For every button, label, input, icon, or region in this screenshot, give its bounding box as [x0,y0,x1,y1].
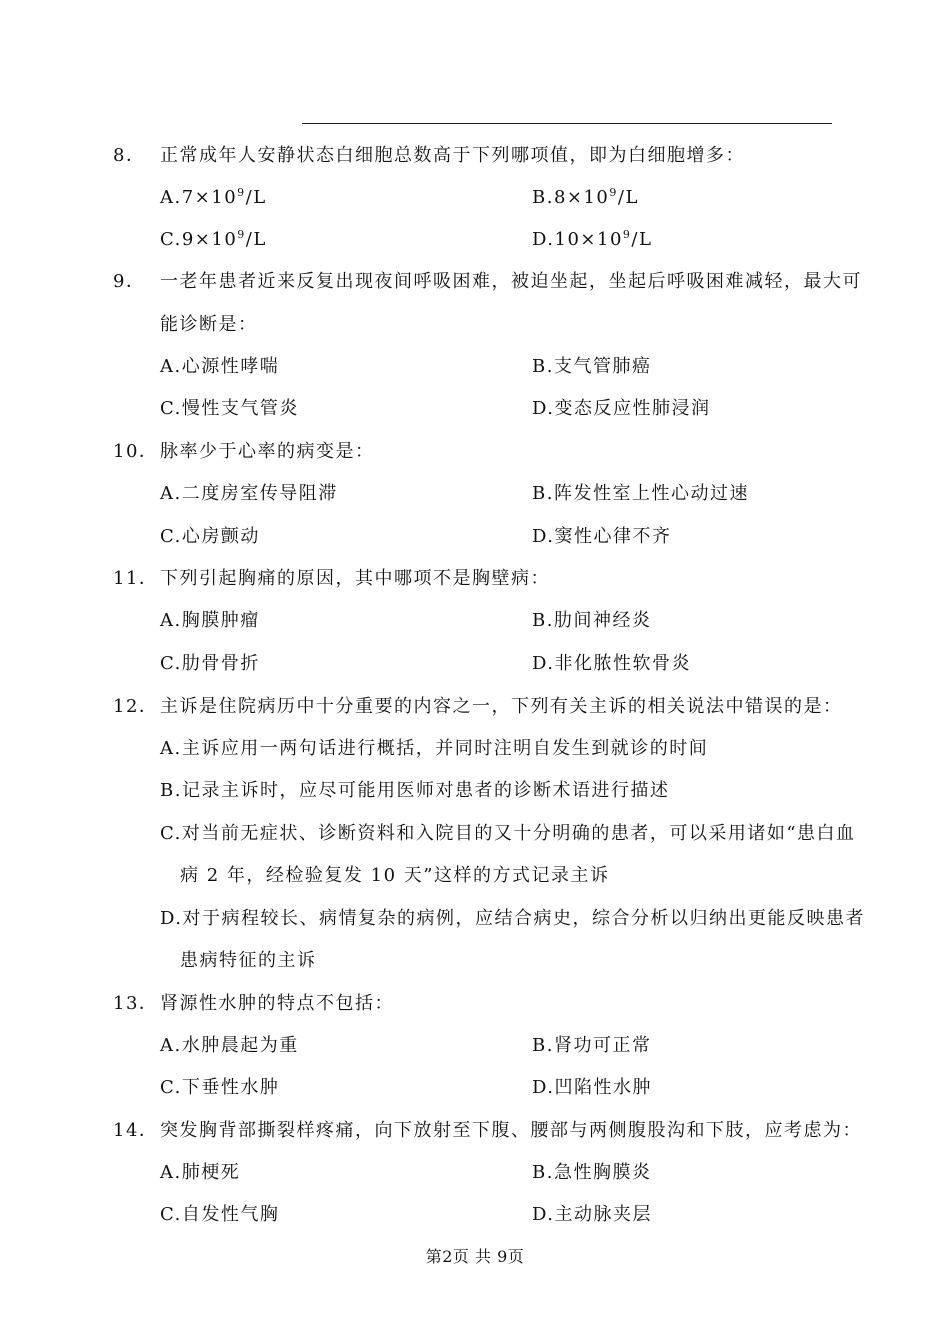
header-rule [302,123,832,124]
question-13-option-d: D.凹陷性水肿 [532,1077,653,1098]
question-11-text: 下列引起胸痛的原因，其中哪项不是胸壁病： [160,568,550,589]
question-14-text: 突发胸背部撕裂样疼痛，向下放射至下腹、腰部与两侧腹股沟和下肢，应考虑为： [160,1120,862,1141]
question-9-text-line1: 一老年患者近来反复出现夜间呼吸困难，被迫坐起，坐起后呼吸困难减轻，最大可 [160,271,862,292]
question-11-option-b: B.肋间神经炎 [532,610,652,631]
question-14-option-a: A.肺梗死 [160,1162,241,1183]
question-12-option-b: B.记录主诉时，应尽可能用医师对患者的诊断术语进行描述 [160,780,670,801]
question-14-option-c: C.自发性气胸 [160,1204,280,1225]
question-11-option-a: A.胸膜肿瘤 [160,610,260,631]
question-9-number: 9． [113,271,146,292]
question-12-number: 12． [113,696,159,717]
question-10-option-b: B.阵发性室上性心动过速 [532,483,749,504]
question-9-option-b: B.支气管肺癌 [532,356,652,377]
question-13-option-b: B.肾功可正常 [532,1035,652,1056]
question-10-option-d: D.窦性心律不齐 [532,526,672,547]
question-9-option-a: A.心源性哮喘 [160,356,280,377]
question-8-number: 8． [113,145,146,166]
question-10-number: 10． [113,441,159,462]
question-13-text: 肾源性水肿的特点不包括： [160,993,394,1014]
question-11-option-d: D.非化脓性软骨炎 [532,653,692,674]
question-10-text: 脉率少于心率的病变是： [160,441,375,462]
question-12-option-d-line2: 患病特征的主诉 [180,950,317,971]
question-13-option-c: C.下垂性水肿 [160,1077,280,1098]
question-8-option-a: $A.7\times 10^9/L$ [160,186,267,208]
question-8-option-c: $C.9\times 10^9/L$ [160,228,267,250]
question-13-option-a: A.水肿晨起为重 [160,1035,299,1056]
question-8-option-b: $B.8\times 10^9/L$ [532,186,639,208]
question-12-text: 主诉是住院病历中十分重要的内容之一，下列有关主诉的相关说法中错误的是： [160,696,843,717]
question-10-option-c: C.心房颤动 [160,526,260,547]
question-8-option-d: $D.10\times 10^9/L$ [532,228,653,250]
question-12-option-c-line2: 病 2 年，经检验复发 10 天”这样的方式记录主诉 [180,865,610,886]
question-11-option-c: C.肋骨骨折 [160,653,260,674]
question-14-option-b: B.急性胸膜炎 [532,1162,652,1183]
question-9-text-line2: 能诊断是： [160,314,258,335]
question-11-number: 11． [113,568,159,589]
question-9-option-c: C.慢性支气管炎 [160,398,299,419]
question-9-option-d: D.变态反应性肺浸润 [532,398,711,419]
question-13-number: 13． [113,993,159,1014]
question-14-number: 14． [113,1120,159,1141]
question-12-option-a: A.主诉应用一两句话进行概括，并同时注明自发生到就诊的时间 [160,738,709,759]
question-12-option-d-line1: D.对于病程较长、病情复杂的病例，应结合病史，综合分析以归纳出更能反映患者 [160,908,866,929]
question-8-text: 正常成年人安静状态白细胞总数高于下列哪项值，即为白细胞增多： [160,145,745,166]
question-12-option-c-line1: C.对当前无症状、诊断资料和入院目的又十分明确的患者，可以采用诸如“患白血 [160,823,856,844]
question-14-option-d: D.主动脉夹层 [532,1204,653,1225]
question-10-option-a: A.二度房室传导阻滞 [160,483,338,504]
page-footer: 第2页 共 9页 [425,1247,525,1266]
